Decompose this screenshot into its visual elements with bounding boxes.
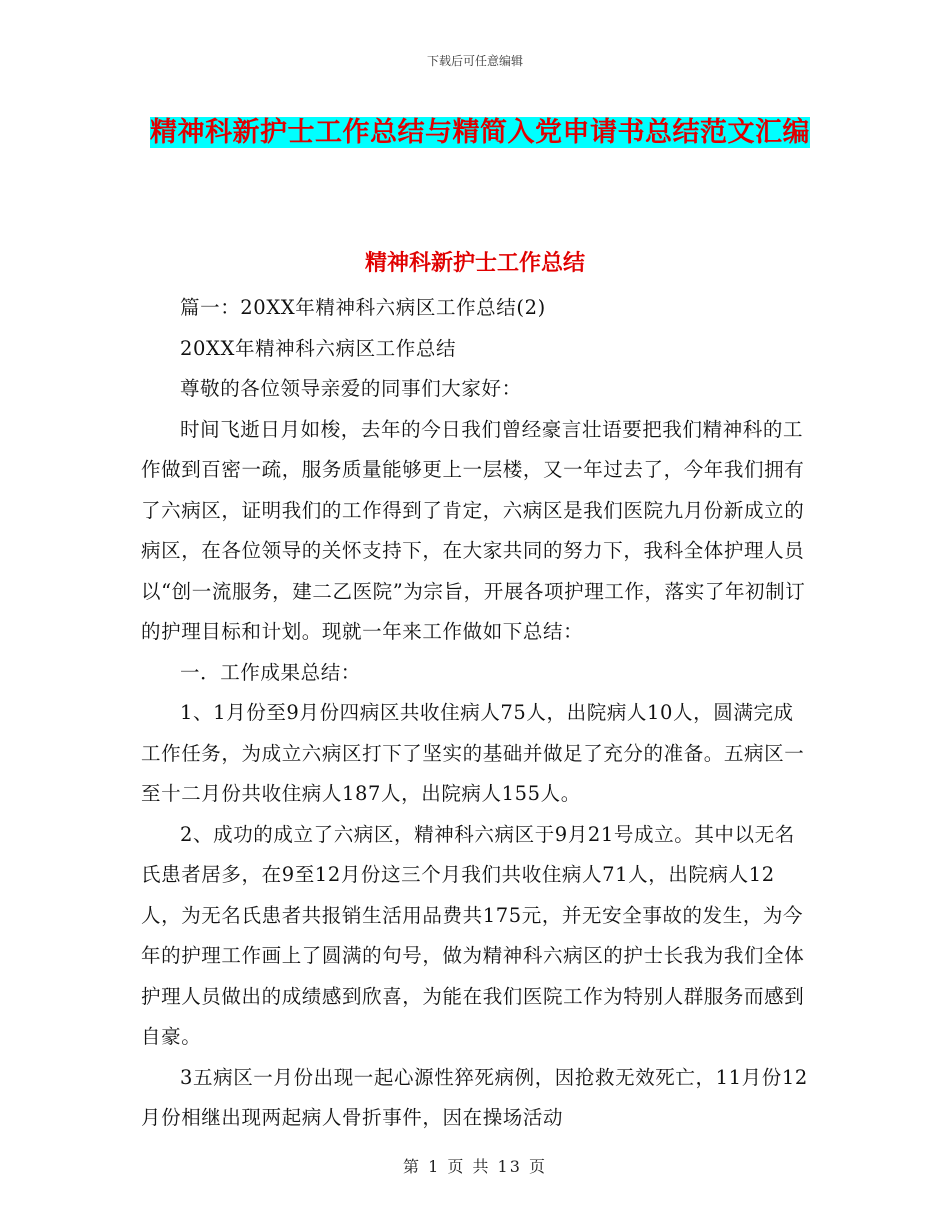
page-footer: 第 1 页 共 13 页 <box>403 1157 547 1176</box>
paragraph: 3五病区一月份出现一起心源性猝死病例，因抢救无效死亡，11月份12月份相继出现两起病人骨折事件，因在操场活动 <box>141 1065 808 1129</box>
paragraph: 一．工作成果总结： <box>180 660 361 684</box>
paragraph: 尊敬的各位领导亲爱的同事们大家好： <box>180 377 522 400</box>
document-title-text: 精神科新护士工作总结与精简入党申请书总结范文汇编 <box>150 117 810 148</box>
paragraph: 1、1月份至9月份四病区共收住病人75人，出院病人10人，圆满完成工作任务，为成立六病区打下了坚实的基础并做足了充分的准备。五病区一至十二月份共收住病人187人，出院病人155人。 <box>141 701 805 805</box>
document-body <box>141 288 811 1139</box>
section-title: 精神科新护士工作总结 <box>364 250 585 276</box>
paragraph: 2、成功的成立了六病区，精神科六病区于9月21号成立。其中以无名氏患者居多，在9至12月份这三个月我们共收住病人71人，出院病人12人，为无名氏患者共报销生活用品费共175元，并无安全事故的发生，为今年的护理工作画上了圆满的句号，做为精神科六病区的护士长我为我们全体护理人员做出的成绩感到欣喜，为能在我们医院工作为特别人群服务而感到自豪。 <box>141 822 805 1048</box>
document-title <box>130 110 830 156</box>
header-note: 下载后可任意编辑 <box>426 54 523 68</box>
paragraph: 篇一：20XX年精神科六病区工作总结(2) <box>180 296 546 319</box>
paragraph: 时间飞逝日月如梭，去年的今日我们曾经豪言壮语要把我们精神科的工作做到百密一疏，服务质量能够更上一层楼，又一年过去了，今年我们拥有了六病区，证明我们的工作得到了肯定，六病区是我们医院九月份新成立的病区，在各位领导的关怀支持下，在大家共同的努力下，我科全体护理人员以“创一流服务，建二乙医院”为宗旨，开展各项护理工作，落实了年初制订的护理目标和计划。现就一年来工作做如下总结： <box>141 417 806 643</box>
paragraph: 20XX年精神科六病区工作总结 <box>180 336 457 360</box>
